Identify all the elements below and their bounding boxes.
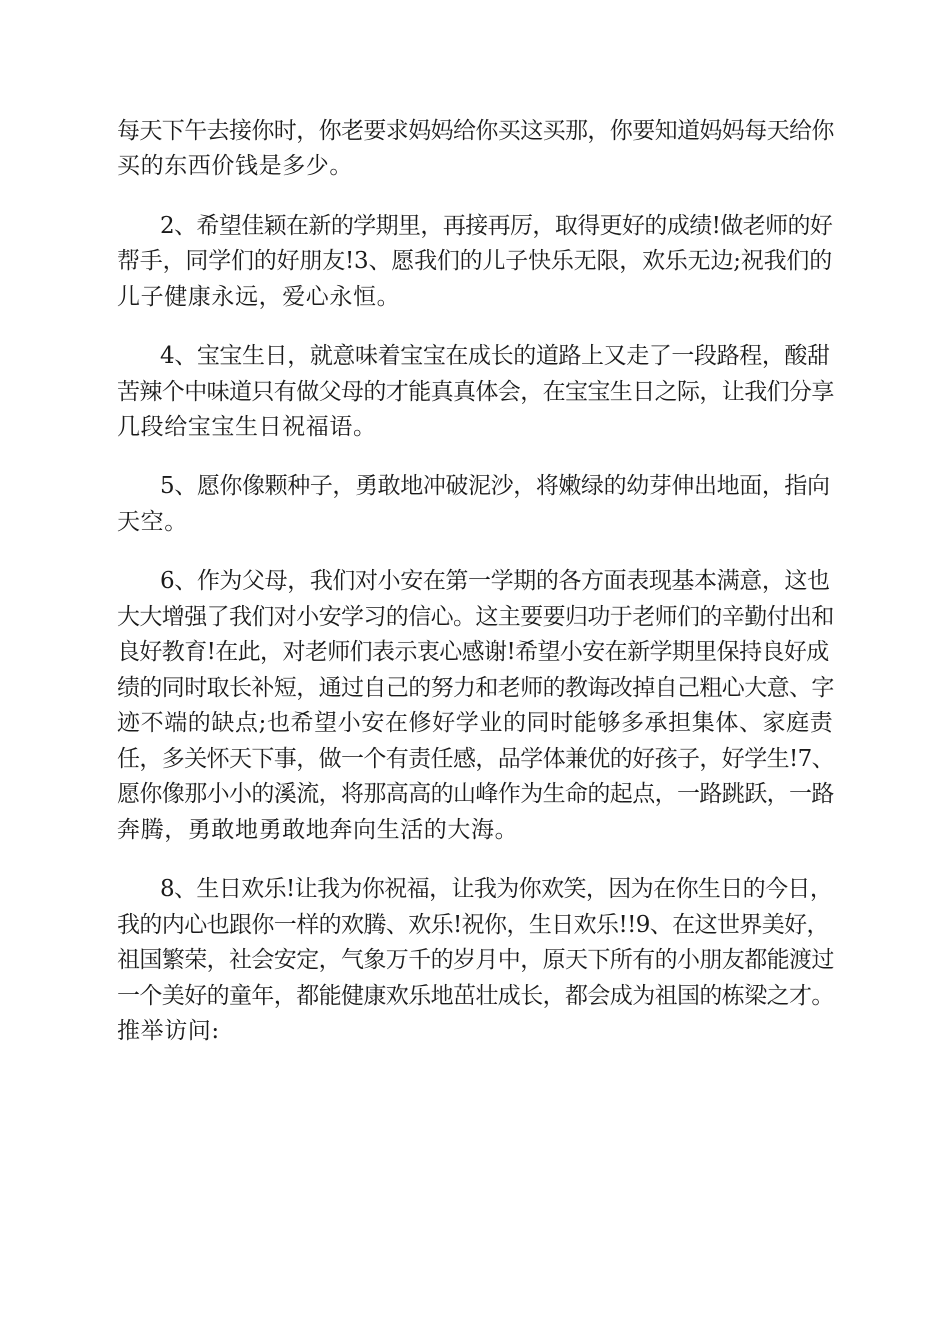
text-line: 2、希望佳颖在新的学期里，再接再厉，取得更好的成绩!做老师的好 — [160, 213, 833, 239]
text-line: 5、愿你像颗种子，勇敢地冲破泥沙，将嫩绿的幼芽伸出地面，指向 — [160, 473, 830, 499]
text-line: 8、生日欢乐!让我为你祝福，让我为你欢笑，因为在你生日的今日， — [160, 876, 833, 902]
text-line: 祖国繁荣，社会安定，气象万千的岁月中，原天下所有的小朋友都能渡过 — [117, 947, 834, 973]
text-line: 帮手，同学们的好朋友!3、愿我们的儿子快乐无限，欢乐无边;祝我们的 — [117, 248, 833, 274]
text-line: 绩的同时取长补短，通过自己的努力和老师的教诲改掉自己粗心大意、字 — [117, 675, 834, 701]
text-line: 推举访问: — [117, 1018, 220, 1044]
text-line: 任，多关怀天下事，做一个有责任感，品学体兼优的好孩子，好学生!7、 — [117, 746, 835, 772]
text-line: 几段给宝宝生日祝福语。 — [117, 414, 377, 440]
text-line: 买的东西价钱是多少。 — [117, 153, 353, 179]
text-line: 儿子健康永远，爱心永恒。 — [117, 284, 401, 310]
text-line: 天空。 — [117, 509, 188, 535]
text-line: 6、作为父母，我们对小安在第一学期的各方面表现基本满意，这也 — [160, 568, 830, 594]
text-line: 奔腾，勇敢地勇敢地奔向生活的大海。 — [117, 817, 519, 843]
text-line: 每天下午去接你时，你老要求妈妈给你买这买那，你要知道妈妈每天给你 — [117, 118, 834, 144]
text-line: 迹不端的缺点;也希望小安在修好学业的同时能够多承担集体、家庭责 — [117, 710, 834, 736]
text-line: 大大增强了我们对小安学习的信心。这主要要归功于老师们的辛勤付出和 — [117, 604, 834, 630]
text-line: 苦辣个中味道只有做父母的才能真真体会，在宝宝生日之际，让我们分享 — [117, 379, 834, 405]
text-line: 4、宝宝生日，就意味着宝宝在成长的道路上又走了一段路程，酸甜 — [160, 343, 830, 369]
text-line: 愿你像那小小的溪流，将那高高的山峰作为生命的起点，一路跳跃，一路 — [117, 781, 834, 807]
text-line: 我的内心也跟你一样的欢腾、欢乐!祝你，生日欢乐!!9、在这世界美好， — [117, 912, 829, 938]
text-line: 一个美好的童年，都能健康欢乐地茁壮成长，都会成为祖国的栋梁之才。 — [117, 983, 834, 1009]
text-line: 良好教育!在此，对老师们表示衷心感谢!希望小安在新学期里保持良好成 — [117, 639, 829, 665]
